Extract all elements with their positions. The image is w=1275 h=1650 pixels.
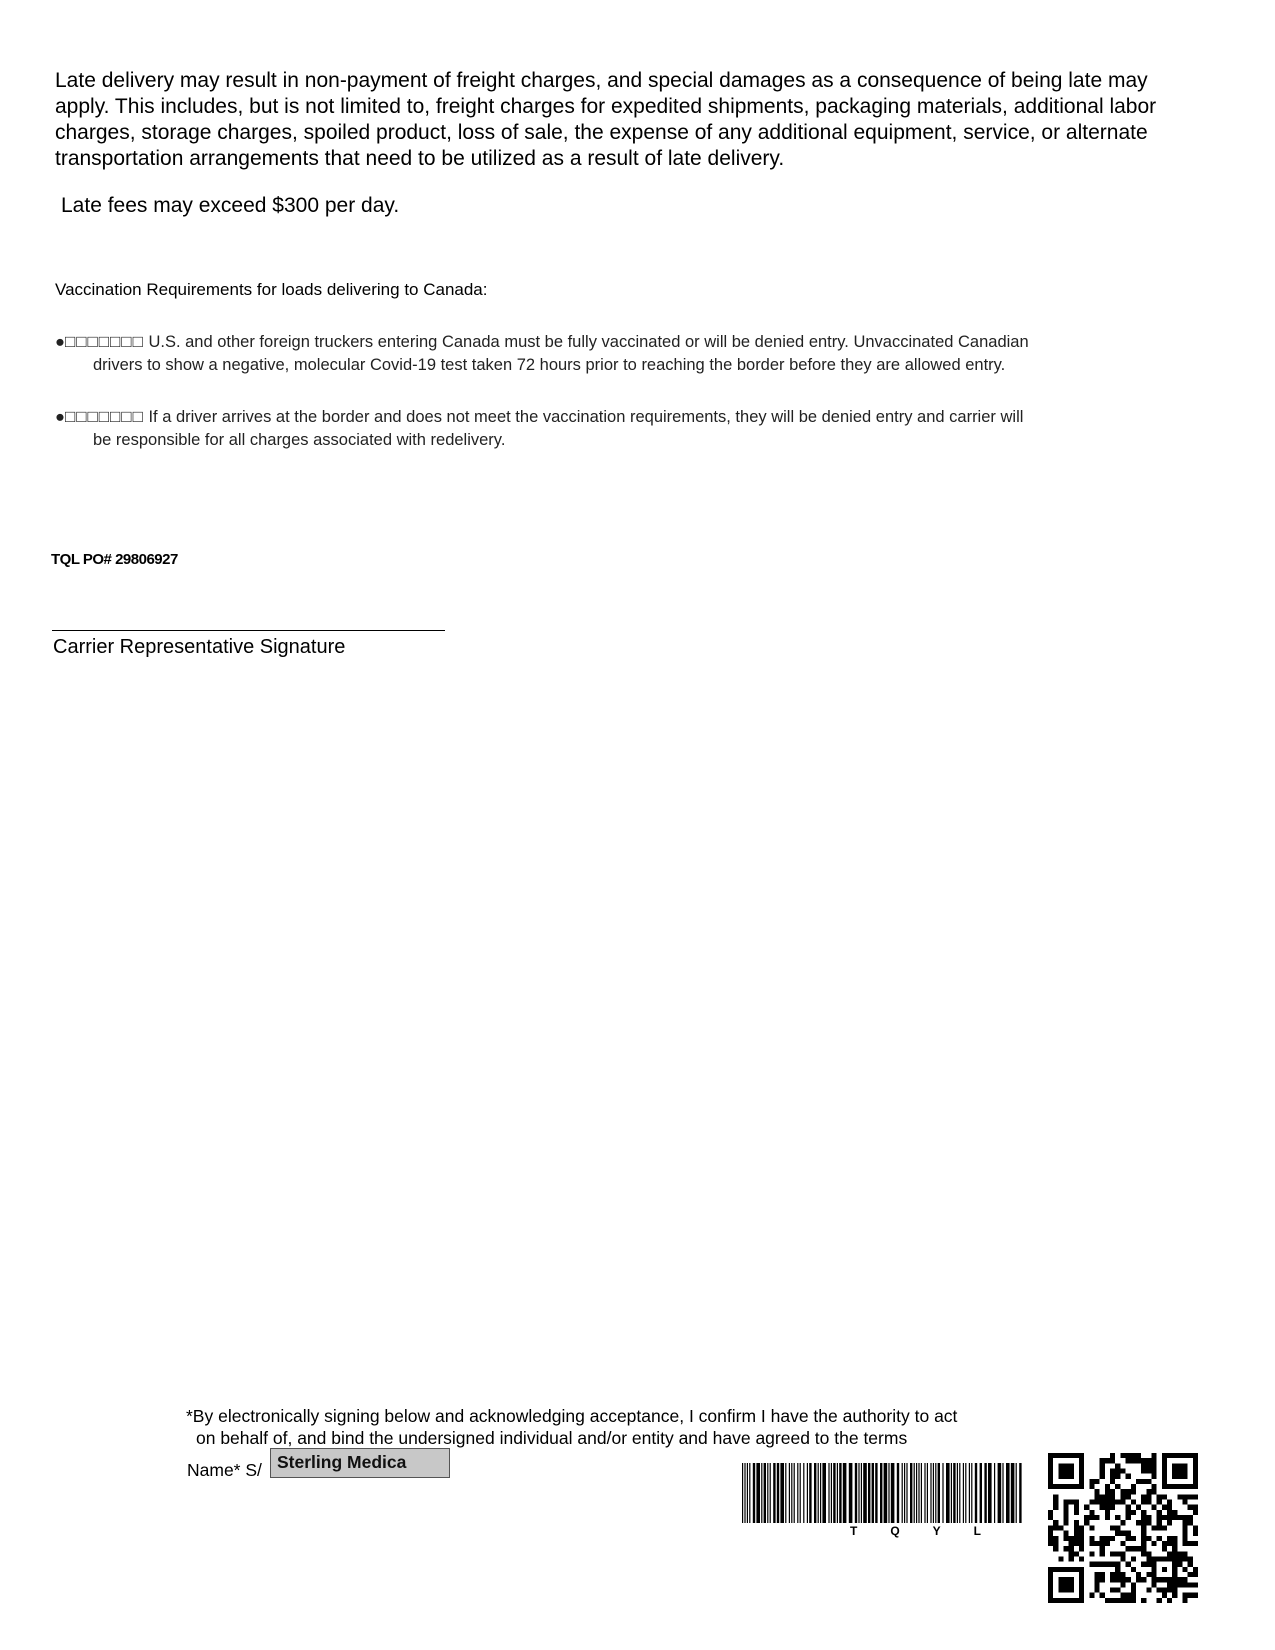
late-delivery-paragraph: Late delivery may result in non-payment of freight charges, and special damages as a consequence of being late may apply. This includes, but is not limited to, freight charges for expedited shipments, packaging materials, additional labor charges, storage charges, spoiled product, loss of sale, the expense of any additional equipment, service, or alternate transportation arrangements that need to be utilized as a result of late delivery. <box>55 69 1157 170</box>
vaccination-item <box>55 405 1205 452</box>
vaccination-item <box>55 330 1205 377</box>
name-label: Name* S/ <box>187 1460 262 1480</box>
vaccination-item-first-line: U.S. and other foreign truckers entering Canada must be fully vaccinated or will be denied entry. Unvaccinated Canadian <box>148 333 1029 351</box>
acknowledgment-line-1: *By electronically signing below and acknowledging acceptance, I confirm I have the authority to act <box>186 1406 958 1426</box>
box-glyphs: □□□□□□□ <box>64 332 144 351</box>
name-signature-field[interactable]: Sterling Medica <box>270 1448 450 1478</box>
signature-line[interactable] <box>52 630 445 631</box>
bullet-icon: ● <box>55 408 65 426</box>
signature-label: Carrier Representative Signature <box>53 636 346 658</box>
late-fees-text: Late fees may exceed $300 per day. <box>61 194 400 217</box>
vaccination-item-continuation: drivers to show a negative, molecular Covid-19 test taken 72 hours prior to reaching the border before they are allowed entry. <box>93 356 1006 374</box>
acknowledgment-text <box>186 1405 957 1449</box>
vaccination-heading: Vaccination Requirements for loads delivering to Canada: <box>55 280 488 299</box>
barcode-image <box>742 1463 1022 1523</box>
qr-code-image <box>1048 1453 1198 1603</box>
vaccination-item-first-line: If a driver arrives at the border and does not meet the vaccination requirements, they will be denied entry and carrier will <box>148 408 1024 426</box>
acknowledgment-line-2: on behalf of, and bind the undersigned individual and/or entity and have agreed to the terms <box>196 1428 908 1448</box>
box-glyphs: □□□□□□□ <box>64 407 144 426</box>
po-number: TQL PO# 29806927 <box>51 551 178 568</box>
barcode-text: TQYL <box>850 1524 1014 1538</box>
vaccination-item-continuation: be responsible for all charges associated with redelivery. <box>93 431 506 449</box>
bullet-icon: ● <box>55 333 65 351</box>
